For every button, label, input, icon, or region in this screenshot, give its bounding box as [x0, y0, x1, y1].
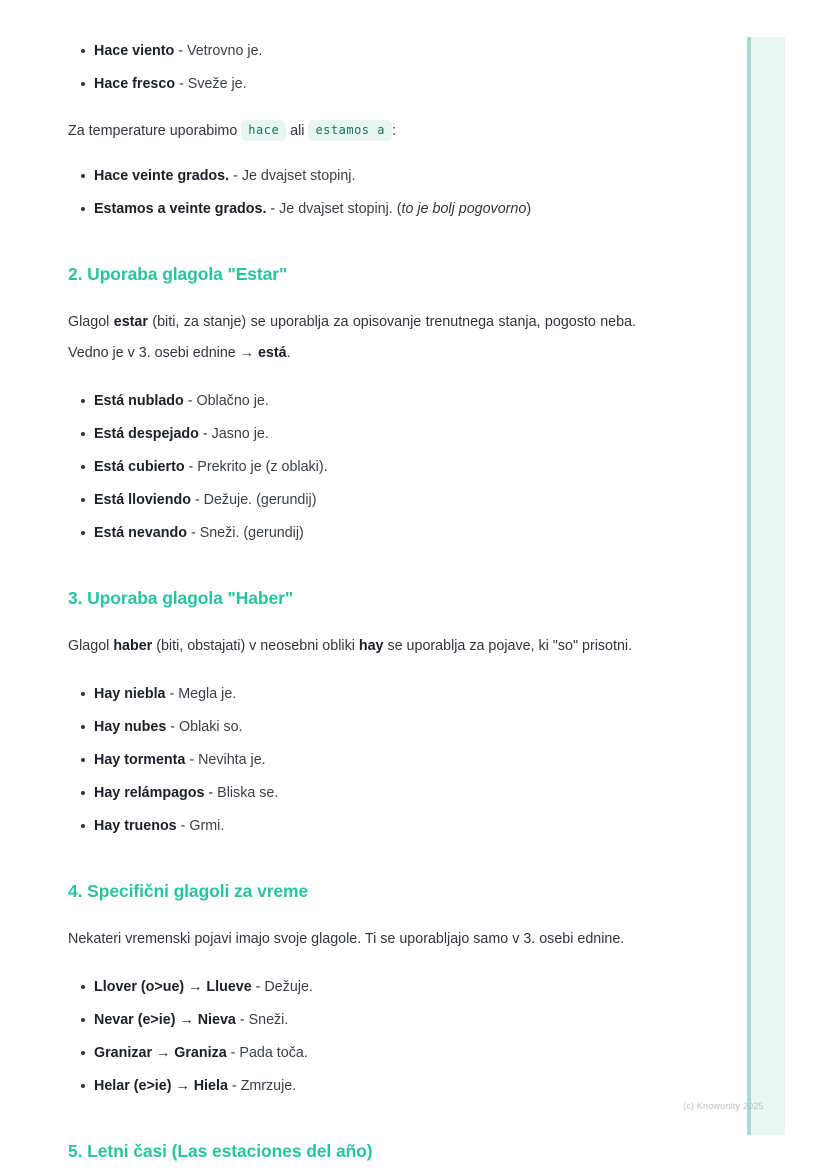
list-item-gloss: Vetrovno je. [186, 43, 263, 59]
para-bold-esta: está [257, 345, 287, 361]
list-item [68, 490, 636, 510]
list-item-dash: - [190, 492, 204, 508]
list-item-dash: - [251, 979, 265, 995]
list-item-gloss: Sneži. (gerundij) [199, 525, 304, 541]
right-side-panel-rail[interactable] [747, 37, 751, 1135]
section-heading-5: 5. Letni časi (Las estaciones del año) [68, 1141, 373, 1161]
list-item-gloss: Oblačno je. [196, 393, 269, 409]
list-item-gloss: Je dvajset stopinj. [241, 168, 356, 184]
para-bold-estar: estar [113, 314, 148, 330]
para-text: Glagol [68, 638, 114, 654]
haber-examples-list [68, 684, 636, 836]
list-item [68, 424, 636, 444]
intro-middle: ali [290, 123, 305, 139]
list-item-term: Hay niebla [94, 686, 166, 702]
list-item-term: Está cubierto [94, 459, 185, 475]
weather-verbs-list [68, 977, 636, 1096]
temperature-intro-paragraph [68, 117, 636, 144]
list-item-gloss: Dežuje. [264, 979, 313, 995]
code-chip-estamos-a: estamos a [308, 120, 392, 141]
para-text: (biti, za stanje) se uporablja za opisovanje trenutnega stanja, pogosto neba. Vedno je v 3. osebi ednine → [68, 314, 636, 361]
list-item-dash: - [186, 525, 200, 541]
list-item-gloss: Pada toča. [239, 1045, 308, 1061]
list-item [68, 783, 636, 803]
list-item [68, 199, 636, 219]
list-item-term: Está nublado [94, 393, 184, 409]
intro-suffix: : [391, 123, 396, 139]
para-bold-hay: hay [358, 638, 384, 654]
code-chip-hace: hace [241, 120, 286, 141]
list-item [68, 391, 636, 411]
section-heading-2: 2. Uporaba glagola "Estar" [68, 264, 288, 284]
list-item-dash: - [227, 1078, 241, 1094]
list-item-term: Hace veinte grados. [94, 168, 230, 184]
document-content [68, 41, 636, 1162]
list-item-term: Hay truenos [94, 818, 177, 834]
list-item-term: Hace viento [94, 43, 175, 59]
list-item-term: Hace fresco [94, 76, 176, 92]
list-item-dash: - [184, 459, 198, 475]
list-item-dash: - [229, 168, 242, 184]
para-text: (biti, obstajati) v neosebni obliki [152, 638, 359, 654]
para-text: Glagol [68, 314, 114, 330]
list-item-dash: - [176, 818, 190, 834]
list-item-gloss: Oblaki so. [179, 719, 243, 735]
list-item-gloss: Jasno je. [211, 426, 269, 442]
para-text: . [286, 345, 291, 361]
list-item-term: Hay tormenta [94, 752, 186, 768]
list-item-term: Llover (o>ue) → Llueve [94, 979, 252, 995]
list-item-dash: - [183, 393, 197, 409]
section-2-paragraph [68, 307, 636, 369]
list-item [68, 816, 636, 836]
list-item [68, 74, 636, 94]
list-item-dash: - [198, 426, 212, 442]
list-item [68, 166, 636, 186]
list-item-term: Estamos a veinte grados. [94, 201, 267, 217]
weather-hace-list [68, 41, 636, 94]
list-item-term: Está despejado [94, 426, 199, 442]
intro-prefix: Za temperature uporabimo [68, 123, 238, 139]
para-bold-haber: haber [113, 638, 153, 654]
temperature-list [68, 166, 636, 219]
section-4-paragraph: Nekateri vremenski pojavi imajo svoje glagole. Ti se uporabljajo samo v 3. osebi ednine. [68, 931, 625, 947]
list-item-gloss: Dežuje. (gerundij) [203, 492, 317, 508]
list-item [68, 717, 636, 737]
right-side-panel [747, 37, 785, 1135]
list-item-term: Helar (e>ie) → Hiela [94, 1078, 228, 1094]
section-heading-4: 4. Specifični glagoli za vreme [68, 881, 309, 901]
list-item-gloss: Prekrito je (z oblaki). [197, 459, 328, 475]
list-item-gloss: Zmrzuje. [240, 1078, 297, 1094]
list-item [68, 523, 636, 543]
list-item-gloss: Sveže je. [187, 76, 247, 92]
list-item-term: Hay relámpagos [94, 785, 205, 801]
section-3-paragraph [68, 631, 636, 662]
copyright-watermark: (c) Knowunity 2025 [683, 1101, 764, 1111]
list-item-dash: - [266, 201, 280, 217]
list-item-gloss: Nevihta je. [198, 752, 266, 768]
list-item-dash: - [174, 43, 187, 59]
para-text: se uporablja za pojave, ki "so" prisotni. [383, 638, 633, 654]
estar-examples-list [68, 391, 636, 543]
list-item-term: Está lloviendo [94, 492, 191, 508]
list-item-dash: - [226, 1045, 240, 1061]
list-item [68, 1010, 636, 1030]
list-item [68, 1076, 636, 1096]
list-item [68, 457, 636, 477]
list-item-gloss: Je dvajset stopinj. ( [279, 201, 402, 217]
list-item [68, 977, 636, 997]
list-item [68, 1043, 636, 1063]
list-item-gloss: Bliska se. [217, 785, 279, 801]
list-item-gloss: Sneži. [248, 1012, 289, 1028]
section-heading-3: 3. Uporaba glagola "Haber" [68, 588, 294, 608]
list-item [68, 750, 636, 770]
list-item-dash: - [165, 686, 179, 702]
list-item [68, 41, 636, 61]
list-item-gloss: Megla je. [178, 686, 237, 702]
list-item-gloss: Grmi. [189, 818, 225, 834]
list-item-term: Hay nubes [94, 719, 167, 735]
list-item-dash: - [204, 785, 218, 801]
list-item-term: Nevar (e>ie) → Nieva [94, 1012, 236, 1028]
list-item-note-suffix: ) [526, 201, 532, 217]
list-item-note: to je bolj pogovorno [401, 201, 527, 217]
list-item-dash: - [185, 752, 199, 768]
list-item-dash: - [235, 1012, 249, 1028]
list-item-dash: - [166, 719, 180, 735]
list-item-term: Está nevando [94, 525, 187, 541]
list-item-term: Granizar → Graniza [94, 1045, 227, 1061]
list-item-dash: - [175, 76, 188, 92]
list-item [68, 684, 636, 704]
